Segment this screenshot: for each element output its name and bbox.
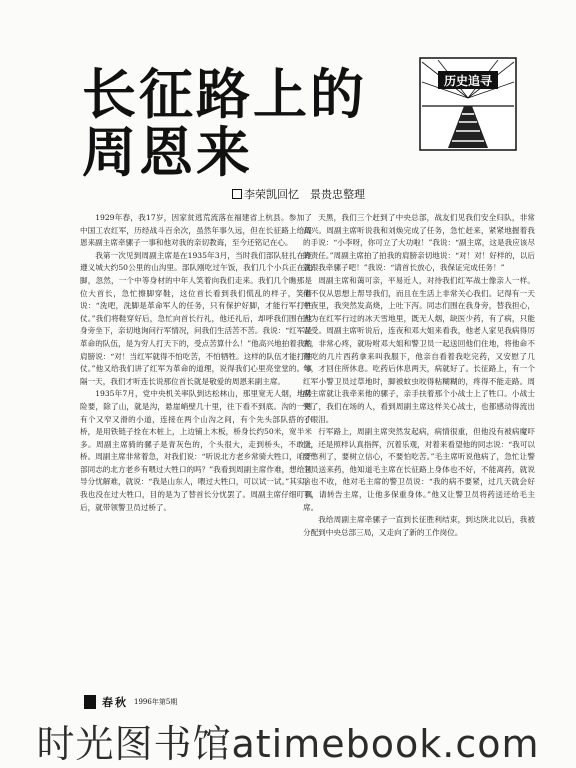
paragraph: 1935年7月，党中央机关率队到达松林山，那里宽无人烟，地势险要，除了山，就是沟，悬崖峭壁几十里，往下看不到底。沟的一侧有个又窄又滑的小道，连接在两个山沟之间，有个先头部队搭的小桥，是用铁链子拴在木桩上，上边铺上木板，桥身长约50米，宽半米多。周副主席骑的骡子是青灰色的，个头很大，走到桥头，不敢上桥。周副主席非常着急，对我们说：“听说北方老乡常骑大牲口，咱干部同志的北方老乡有喂过大牲口的吗？”我看到周副主席作难，想给领导分忧解难，就说：“我是山东人，喂过大牲口，可以试一试。”其实，我也没在过大牲口，目的是为了替首长分忧罢了。周副主席仔细叮嘱后，就带领警卫员过桥了。 (80, 389, 312, 512)
paragraph: 天黑，我们三个赶到了中央总部，战友们见我们安全归队，非常高兴。周副主席听说我和刘焕完成了任务，急忙赶来，紧紧地握着我的手说：“小李呀，你可立了大功啦！”我说：“副主席，这是我应该尽的责任。”周副主席拍了拍我的肩膀亲切地说：“对！对！好样的，以后就跟我牵骡子吧！”我说：“请首长放心，我保证完成任务！” (303, 213, 535, 273)
logo-text: 历史追寻 (443, 74, 493, 88)
watermark: 时光图书馆atimebook.com (36, 722, 540, 766)
article-title (82, 63, 367, 184)
title-line-2: 周恩来 (82, 121, 253, 184)
history-column-logo (418, 56, 518, 152)
issue-label: 1996年第5期 (134, 698, 178, 706)
page-footer (84, 694, 177, 710)
title-line-1: 长征路上的 (82, 63, 367, 126)
left-column (80, 212, 312, 682)
paragraph: 我第一次见到周副主席是在1935年3月，当时我们部队驻扎在距遵义城大约50公里的山沟里。部队刚吃过午饭，我们几个小兵正在洗脚，忽然，一个中等身材的中年人笑着向我们走来。我们几个瞧那是位大首长，急忙擦脚穿鞋，这位首长看到我们慌乱的样子，笑着说：“洗吧，洗脚是革命军人的任务，只有保护好脚，才能行军打胜仗。”我们将鞋穿好后，急忙向首长行礼，他还礼后，却呼我们围在他身旁坐下，亲切地询问行军情况，问我们生活苦不苦。我说：“红军是革命的队伍，是为穷人打天下的，受点苦算什么！”他高兴地拍着我的肩膀说：“对！当红军就得不怕吃苦，不怕牺牲。这样的队伍才能打胜仗。”他又给我们讲了红军为革命的道理，说得我们心里亮堂堂的。事隔一天，我们才听连长说那位首长就是敬爱的周恩来副主席。 (80, 250, 312, 386)
paragraph: 行军路上，周副主席突然发起病，病情很重，但他没有被病魔吓倒，还是照样认真指挥，沉着乐观，对着来看望他的同志说：“我可以要憋利了，要树立信心，不要怕吃苦。”毛主席听说他病了，急忙让警卫员送来药，他知道毛主席在长征路上身体也不好，不能离药，就说啥也不收，他对毛主席的警卫员说：“我的病不要紧，过几天就会好了，请转告主席，让他多保重身体。”他又让警卫员将药送还给毛主席。 (303, 427, 535, 512)
paragraph: 我给周副主席牵骡子一直到长征胜利结束，到达陕北以后，我被分配到中央总部三局，又走向了新的工作岗位。 (303, 515, 535, 537)
author-line (232, 186, 365, 202)
magazine-name: 春秋 (102, 696, 128, 709)
paragraph: 1929年春，我17岁，因家贫逃荒流落在福建省上杭县。参加了中国工农红军，历经战斗百余次，虽然年事久远，但在长征路上给周恩来副主席牵骡子一事和他对我的亲切教诲，至今还铭记在心。 (80, 213, 312, 248)
paragraph: 周副主席和蔼可亲，平易近人，对待我们红军战士像亲人一样。他不仅从思想上帮导我们，而且在生活上非常关心我们。记得有一天中夜里，我突然发高烧，上吐下泻。同志们围在我身旁，替我担心，因为在红军行过的冰天雪地里，既无人烟，缺医少药，有了病，只能忍受。周副主席听说后，连夜和邓大姐来看我，他老人家见我病得厉害，非常心疼，就吩咐邓大姐和警卫员一起送回他们住地，将他命不得吃的几片西药拿来叫我服下，他亲自看着我吃完药，又安慰了几句，才回住所休息。吃药后休息两天，病就好了。长征路上，有一个红军小警卫员过草地时，脚被蚊虫咬得粘糊糊的，疼得不能走路。周副主席就让我牵来他的骡子，亲手扶着那个小战士上了牲口。小战士哭了，我们在场的人，看到周副主席这样关心战士，也都感动得流出了眼泪。 (303, 275, 535, 424)
footer-block-icon (84, 695, 96, 709)
author-text: 李荣凯回忆 景贵忠整理 (244, 188, 365, 201)
right-column (303, 212, 535, 712)
author-box-icon (232, 189, 242, 199)
